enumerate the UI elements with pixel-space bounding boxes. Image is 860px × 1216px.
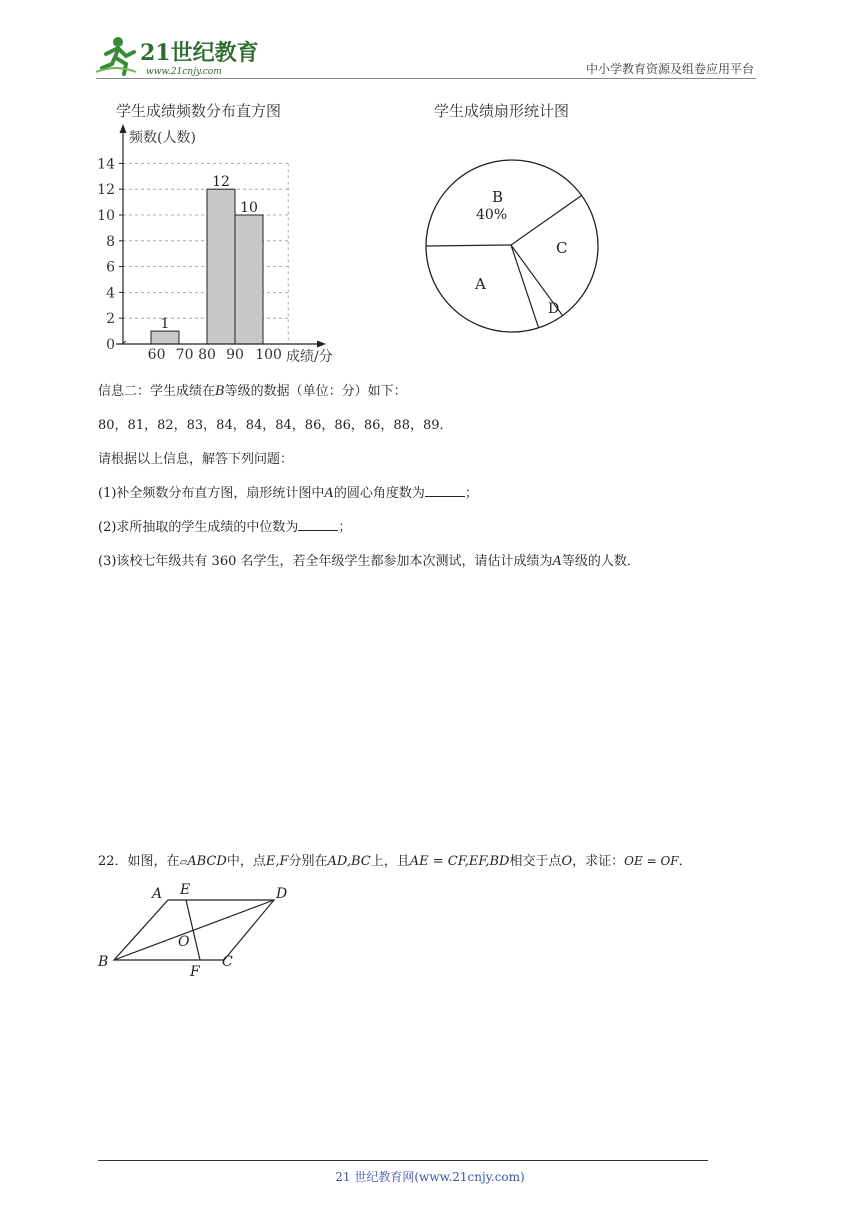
prompt-line: 请根据以上信息，解答下列问题： bbox=[98, 452, 294, 467]
bar-data-label: 12 bbox=[212, 174, 230, 191]
histogram-bar bbox=[235, 215, 263, 344]
platform-name: 中小学教育资源及组卷应用平台 bbox=[585, 62, 754, 76]
pie-slice-divider bbox=[426, 245, 511, 246]
q1-var: A bbox=[324, 486, 334, 501]
p22-text: 相交于点 bbox=[509, 854, 562, 869]
point-label-a: A bbox=[152, 886, 163, 902]
p22-figure-name: ABCD bbox=[187, 854, 227, 869]
header-divider bbox=[96, 78, 756, 79]
footer-text: 21 世纪教育网(www.21cnjy.com) bbox=[335, 1170, 525, 1184]
p22-sides: AD,BC bbox=[327, 854, 371, 869]
x-tick-label: 70 bbox=[175, 347, 194, 363]
q3-text: (3)该校七年级共有 360 名学生，若全年级学生都参加本次测试，请估计成绩为 bbox=[98, 554, 553, 569]
segment-bd bbox=[114, 900, 274, 960]
p22-end: ． bbox=[678, 854, 692, 869]
y-tick-label: 8 bbox=[106, 233, 115, 250]
pie-title: 学生成绩扇形统计图 bbox=[434, 102, 570, 120]
y-tick-label: 0 bbox=[106, 337, 115, 353]
runner-icon bbox=[96, 37, 136, 74]
x-tick-label: 60 bbox=[147, 347, 166, 363]
logo-url: www.21cnjy.com bbox=[146, 67, 222, 77]
pie-slice-divider bbox=[511, 195, 582, 245]
info2-text: 信息二：学生成绩在 bbox=[98, 384, 216, 399]
site-logo bbox=[96, 34, 266, 78]
x-axis-arrow bbox=[317, 341, 326, 348]
y-tick-label: 6 bbox=[106, 259, 115, 276]
pie-label-b: B bbox=[492, 188, 504, 206]
p22-text: 分别在 bbox=[288, 854, 328, 869]
q2-end: ； bbox=[338, 520, 352, 535]
point-label-f: F bbox=[190, 964, 200, 980]
x-axis-label: 成绩/分 bbox=[286, 349, 333, 365]
question-3 bbox=[98, 550, 640, 569]
footer-divider bbox=[98, 1160, 708, 1161]
p22-points: E,F bbox=[265, 854, 289, 869]
q1-end: ； bbox=[464, 486, 478, 501]
point-label-c: C bbox=[222, 954, 233, 970]
point-label-o: O bbox=[178, 934, 190, 950]
answer-blank[interactable] bbox=[298, 518, 338, 531]
pie-label-c: C bbox=[556, 239, 568, 257]
histogram-bar bbox=[151, 331, 179, 344]
pie-label-b-percent: 40% bbox=[476, 207, 508, 223]
q1-text-b: 的圆心角度数为 bbox=[333, 486, 425, 501]
data-line: 80，81，82，83，84，84，84，86，86，86，88，89． bbox=[98, 418, 453, 433]
p22-text: ，求证： bbox=[572, 854, 625, 869]
answer-blank[interactable] bbox=[425, 484, 465, 497]
q3-text-b: 等级的人数． bbox=[561, 554, 640, 569]
info2-var: B bbox=[215, 384, 225, 399]
bar-data-label: 10 bbox=[240, 200, 258, 216]
histogram-bar bbox=[207, 189, 235, 344]
logo-text: 21世纪教育 bbox=[140, 40, 259, 66]
parallelogram-figure bbox=[94, 878, 294, 982]
point-label-d: D bbox=[276, 886, 288, 902]
point-label-b: B bbox=[98, 954, 109, 970]
y-tick-label: 10 bbox=[97, 208, 115, 224]
p22-text: 中，点 bbox=[226, 854, 266, 869]
q2-text: (2)求所抽取的学生成绩的中位数为 bbox=[98, 520, 299, 535]
y-tick-label: 12 bbox=[97, 182, 115, 199]
x-tick-label: 90 bbox=[226, 347, 244, 363]
pie-label-a: A bbox=[475, 275, 486, 293]
p22-point-o: O bbox=[561, 854, 573, 869]
problem-22 bbox=[98, 850, 692, 869]
x-tick-label: 100 bbox=[255, 347, 282, 363]
segment-ef bbox=[186, 900, 200, 960]
y-tick-label: 14 bbox=[97, 156, 115, 173]
info2-line bbox=[98, 380, 407, 399]
pie-slice-divider bbox=[511, 245, 539, 328]
p22-goal: OE = OF bbox=[624, 854, 679, 868]
p22-prefix: 22．如图，在 bbox=[98, 854, 180, 869]
y-tick-label: 2 bbox=[106, 311, 115, 328]
x-tick-label: 80 bbox=[198, 347, 216, 363]
y-axis-arrow bbox=[120, 124, 127, 133]
question-2 bbox=[98, 516, 351, 535]
p22-condition: AE = CF,EF,BD bbox=[409, 854, 510, 869]
point-label-e: E bbox=[180, 882, 191, 898]
histogram-chart bbox=[96, 118, 366, 366]
question-1 bbox=[98, 482, 478, 501]
pie-chart bbox=[420, 156, 604, 340]
p22-text: 上，且 bbox=[370, 854, 410, 869]
pie-label-d: D bbox=[548, 301, 560, 317]
q1-text: (1)补全频数分布直方图，扇形统计图中 bbox=[98, 486, 325, 501]
info2-rest: 等级的数据（单位：分）如下： bbox=[224, 384, 407, 399]
q3-var: A bbox=[552, 554, 562, 569]
y-tick-label: 4 bbox=[106, 285, 115, 302]
y-axis-label: 频数(人数) bbox=[129, 130, 196, 146]
histogram-title: 学生成绩频数分布直方图 bbox=[116, 102, 282, 120]
parallelogram-symbol: ▱ bbox=[179, 857, 188, 868]
bar-data-label: 1 bbox=[160, 316, 170, 333]
